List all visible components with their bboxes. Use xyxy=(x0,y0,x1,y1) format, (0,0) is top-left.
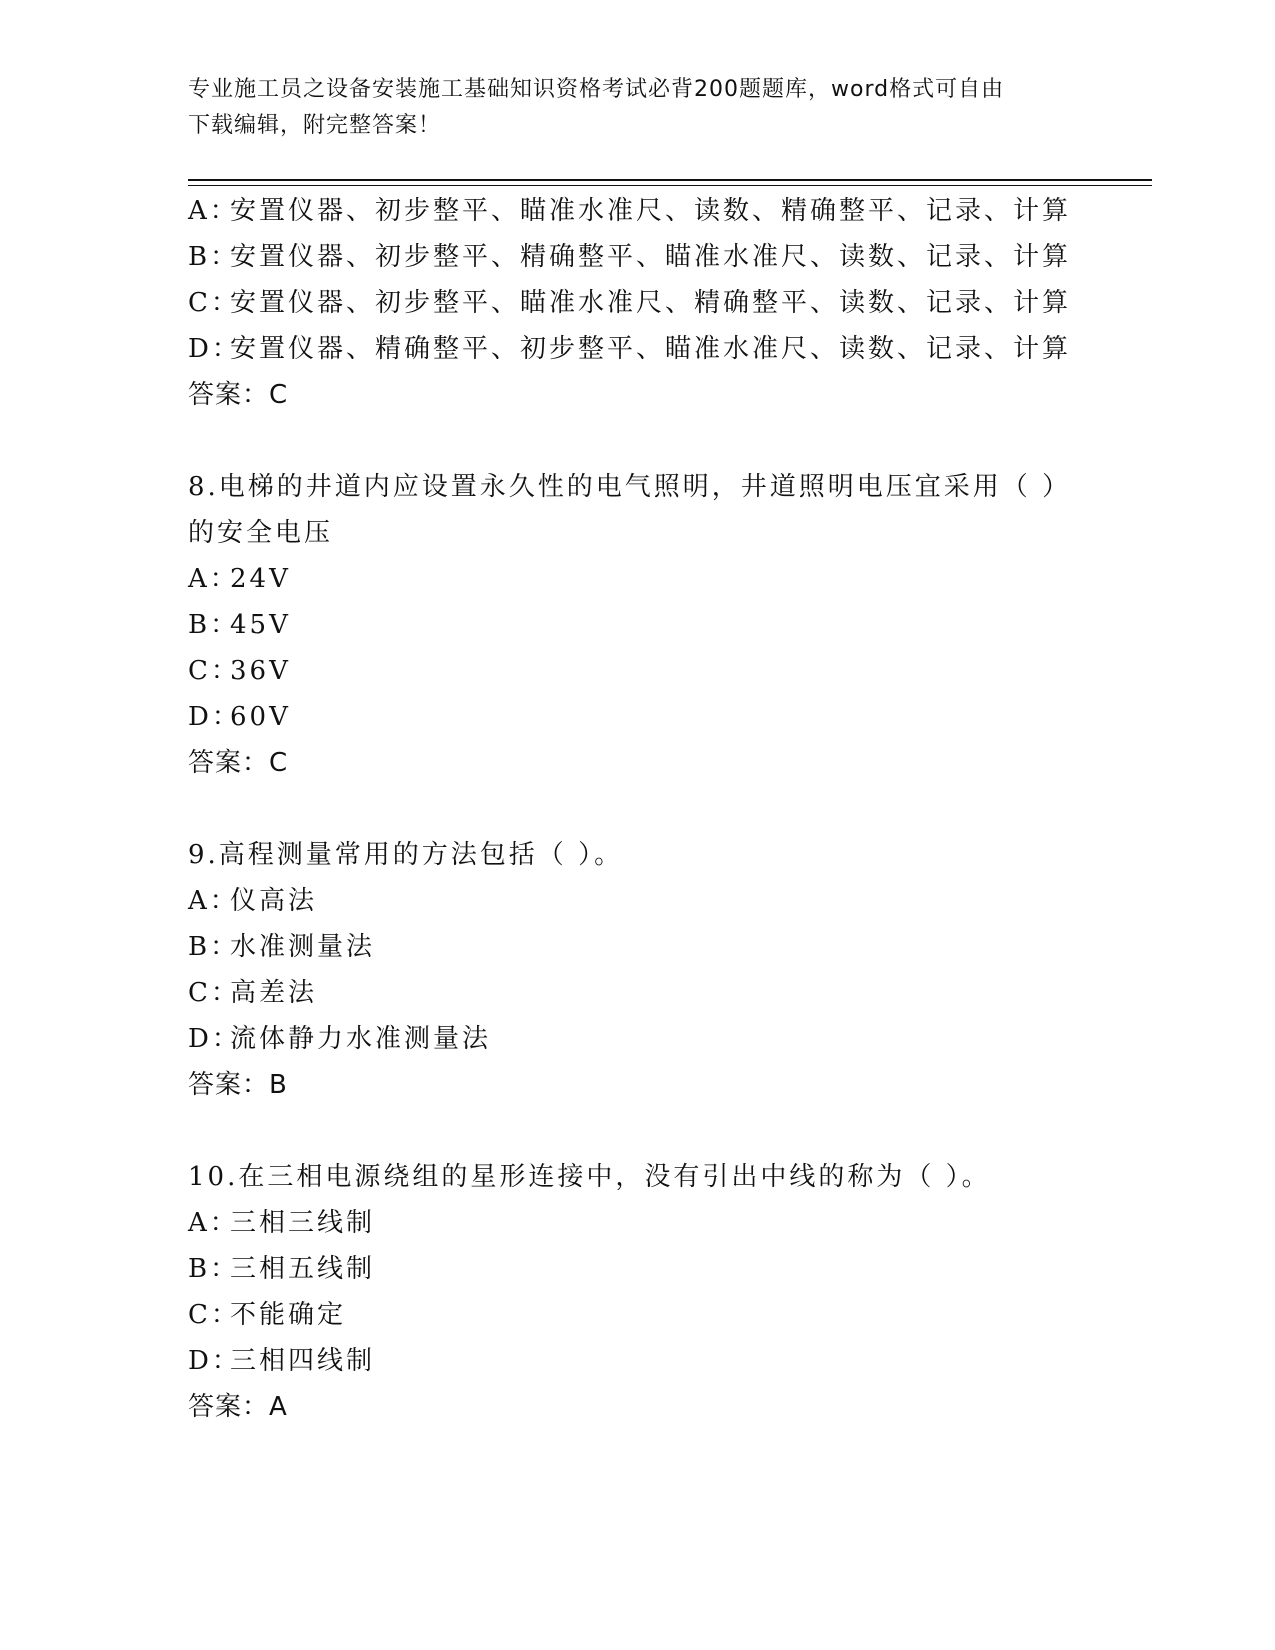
question-7-tail xyxy=(188,188,1148,418)
option-d xyxy=(188,1016,1148,1062)
question-stem-continued: 的安全电压 xyxy=(188,518,334,548)
option-letter: A： xyxy=(188,196,239,226)
option-text: 三相五线制 xyxy=(230,1254,376,1284)
option-text: 36V xyxy=(230,656,291,686)
option-letter: A： xyxy=(188,564,239,594)
option-letter: B： xyxy=(188,932,240,962)
answer-line: 答案：B xyxy=(188,1070,288,1100)
option-d xyxy=(188,326,1148,372)
question-spacer xyxy=(188,1108,1148,1154)
question-stem: 10.在三相电源绕组的星形连接中，没有引出中线的称为（ ）。 xyxy=(188,1162,991,1192)
option-d xyxy=(188,1338,1148,1384)
header-divider-thick xyxy=(188,179,1152,181)
option-letter: B： xyxy=(188,1254,240,1284)
option-text: 24V xyxy=(230,564,291,594)
header-line-1: 专业施工员之设备安装施工基础知识资格考试必背200题题库，word格式可自由 xyxy=(188,77,1005,102)
answer-line: 答案：C xyxy=(188,380,289,410)
option-a xyxy=(188,1200,1148,1246)
question-spacer xyxy=(188,786,1148,832)
option-text: 仪高法 xyxy=(230,886,318,916)
option-letter: D： xyxy=(188,334,241,364)
header-line-2: 下载编辑，附完整答案！ xyxy=(188,113,442,138)
question-stem: 8.电梯的井道内应设置永久性的电气照明，井道照明电压宜采用（ ） xyxy=(188,472,1072,502)
option-text: 安置仪器、初步整平、精确整平、瞄准水准尺、读数、记录、计算 xyxy=(230,242,1072,272)
option-c xyxy=(188,280,1148,326)
option-text: 安置仪器、精确整平、初步整平、瞄准水准尺、读数、记录、计算 xyxy=(230,334,1072,364)
option-letter: C： xyxy=(188,978,240,1008)
option-text: 三相三线制 xyxy=(230,1208,376,1238)
option-letter: D： xyxy=(188,1024,241,1054)
document-header xyxy=(188,72,1068,144)
option-b xyxy=(188,1246,1148,1292)
option-text: 45V xyxy=(230,610,291,640)
option-a xyxy=(188,188,1148,234)
option-a xyxy=(188,878,1148,924)
option-letter: C： xyxy=(188,656,240,686)
option-c xyxy=(188,648,1148,694)
option-text: 安置仪器、初步整平、瞄准水准尺、精确整平、读数、记录、计算 xyxy=(230,288,1072,318)
option-text: 流体静力水准测量法 xyxy=(230,1024,492,1054)
question-content xyxy=(188,188,1148,1430)
option-letter: B： xyxy=(188,242,240,272)
question-10 xyxy=(188,1154,1148,1430)
option-text: 高差法 xyxy=(230,978,318,1008)
question-spacer xyxy=(188,418,1148,464)
option-a xyxy=(188,556,1148,602)
question-8 xyxy=(188,464,1148,786)
option-c xyxy=(188,1292,1148,1338)
option-letter: D： xyxy=(188,702,241,732)
option-b xyxy=(188,924,1148,970)
option-letter: C： xyxy=(188,288,240,318)
option-text: 三相四线制 xyxy=(230,1346,376,1376)
option-letter: B： xyxy=(188,610,240,640)
option-text: 水准测量法 xyxy=(230,932,376,962)
answer-line: 答案：C xyxy=(188,748,289,778)
option-letter: D： xyxy=(188,1346,241,1376)
question-stem: 9.高程测量常用的方法包括（ ）。 xyxy=(188,840,624,870)
question-9 xyxy=(188,832,1148,1108)
option-text: 不能确定 xyxy=(230,1300,347,1330)
option-letter: A： xyxy=(188,1208,239,1238)
option-c xyxy=(188,970,1148,1016)
header-divider-thin xyxy=(188,185,1152,186)
option-b xyxy=(188,602,1148,648)
option-letter: A： xyxy=(188,886,239,916)
option-d xyxy=(188,694,1148,740)
answer-line: 答案：A xyxy=(188,1392,288,1422)
option-letter: C： xyxy=(188,1300,240,1330)
option-text: 安置仪器、初步整平、瞄准水准尺、读数、精确整平、记录、计算 xyxy=(230,196,1072,226)
option-b xyxy=(188,234,1148,280)
option-text: 60V xyxy=(230,702,291,732)
